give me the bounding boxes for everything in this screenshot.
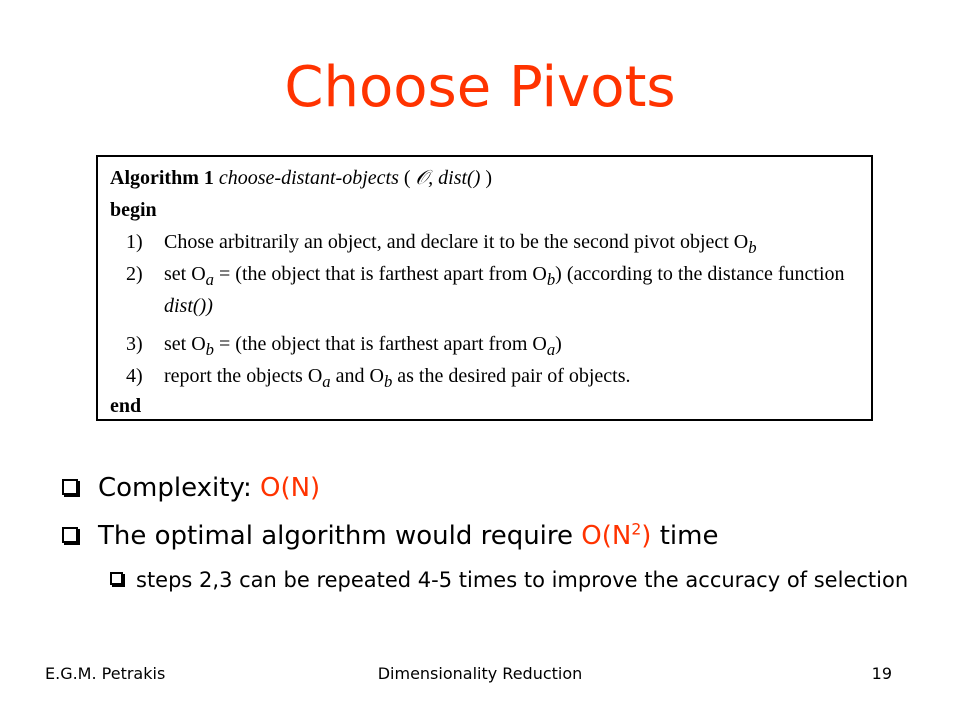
checkbox-bullet-icon <box>62 479 78 495</box>
algorithm-label: Algorithm 1 <box>110 167 214 189</box>
bullet-superscript: 2 <box>631 520 642 539</box>
step-text: set O <box>164 333 206 355</box>
algorithm-step-4 <box>126 363 631 395</box>
step-subscript: b <box>546 270 556 289</box>
bullet-label: Complexity: <box>98 473 260 503</box>
step-text-tail: as the desired pair of objects. <box>392 365 631 387</box>
step-text-mid: = (the object that is farthest apart from O <box>214 263 547 285</box>
step-subscript: a <box>322 372 331 391</box>
algorithm-begin: begin <box>110 199 157 221</box>
slide-title: Choose Pivots <box>284 55 676 120</box>
step-number: 4) <box>126 365 143 387</box>
step-number: 1) <box>126 231 143 253</box>
step-subscript: a <box>546 340 556 359</box>
step-text-tail: ) (according to the distance function <box>555 263 845 285</box>
algorithm-step-3 <box>126 331 562 363</box>
algorithm-step-1 <box>126 229 757 261</box>
bullet-highlight-close: ) <box>641 521 652 551</box>
footer-title: Dimensionality Reduction <box>377 664 583 683</box>
algorithm-step-2-continuation: dist()) <box>164 295 213 317</box>
step-number: 3) <box>126 333 143 355</box>
step-number: 2) <box>126 263 143 285</box>
sub-bullet-text: steps 2,3 can be repeated 4-5 times to improve the accuracy of selection <box>136 568 909 592</box>
algorithm-box <box>96 155 873 421</box>
bullet-complexity <box>62 470 922 506</box>
step-subscript: b <box>205 340 214 359</box>
bullet-highlight: O(N <box>581 521 632 551</box>
checkbox-bullet-icon <box>62 527 78 543</box>
step-text: report the objects O <box>164 365 323 387</box>
bullet-label: The optimal algorithm would require <box>98 521 582 551</box>
footer-page-number: 19 <box>871 664 892 683</box>
bullet-tail: time <box>651 521 719 551</box>
sub-bullet-steps <box>110 566 916 594</box>
step-text-mid: = (the object that is farthest apart from O <box>214 333 547 355</box>
checkbox-bullet-icon <box>110 572 123 585</box>
bullet-highlight: O(N) <box>259 473 321 503</box>
algorithm-name: choose-distant-objects <box>218 167 399 189</box>
algorithm-header <box>110 165 492 191</box>
algorithm-step-2 <box>126 261 845 293</box>
algorithm-close-paren: ) <box>485 167 493 189</box>
algorithm-open-paren: ( <box>403 167 411 189</box>
bullet-optimal-algorithm <box>62 518 922 554</box>
step-text-tail: ) <box>555 333 562 355</box>
step-text-mid: and O <box>330 365 384 387</box>
step-subscript: a <box>205 270 214 289</box>
algorithm-end: end <box>110 395 142 417</box>
algorithm-args: 𝒪, dist() <box>415 167 481 189</box>
bullet-list <box>62 470 922 594</box>
step-subscript: b <box>383 372 393 391</box>
step-subscript: b <box>748 238 757 257</box>
step-text: set O <box>164 263 206 285</box>
footer-author: E.G.M. Petrakis <box>45 664 166 683</box>
step-text: Chose arbitrarily an object, and declare it to be the second pivot object O <box>164 231 749 253</box>
